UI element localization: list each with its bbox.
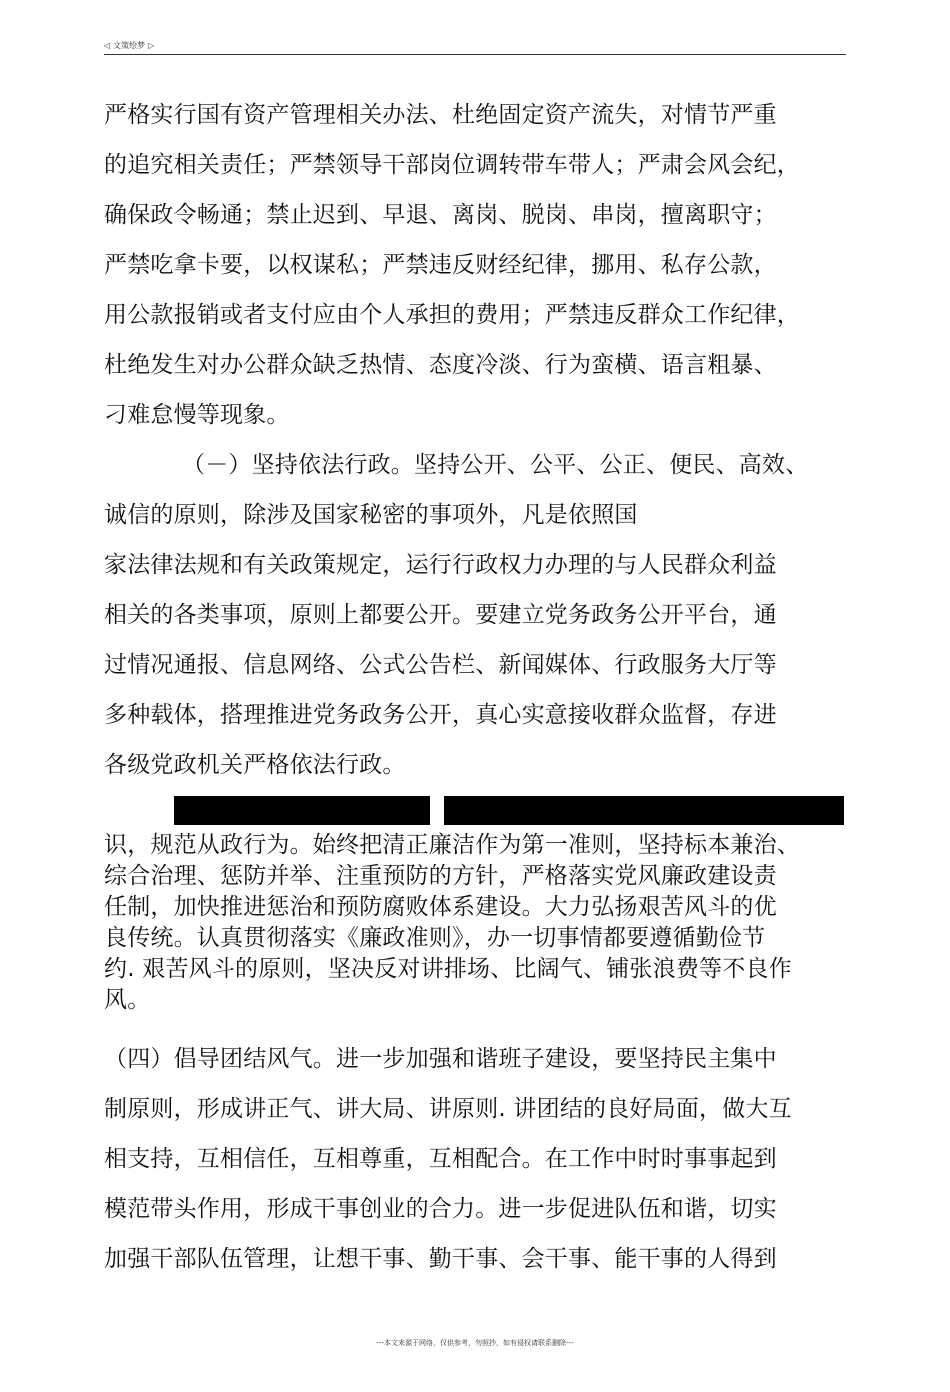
- text-line: 的追究相关责任；严禁领导干部岗位调转带车带人；严肃会风会纪，: [104, 152, 800, 178]
- text-line: 确保政令畅通；禁止迟到、早退、离岗、脱岗、串岗，擅离职守；: [104, 202, 777, 228]
- text-line: 家法律法规和有关政策规定，运行行政权力办理的与人民群众利益: [104, 552, 777, 578]
- redaction-row: [104, 790, 864, 830]
- right-triangle-icon: ▷: [148, 41, 155, 50]
- paragraph-unity: [104, 1034, 864, 1284]
- page-header: [104, 40, 846, 55]
- paragraph-law-administration: [104, 440, 864, 790]
- text-line: 制原则，形成讲正气、讲大局、讲原则. 讲团结的良好局面，做大互: [104, 1096, 792, 1122]
- document-body: [104, 90, 864, 1284]
- page-footer: ---本文来源于网络，仅供参考，勿照抄，如有侵权请联系删除---: [376, 1339, 574, 1347]
- redaction-bar: [174, 796, 430, 825]
- text-line: 良传统。认真贯彻落实《廉政准则》，办一切事情都要遵循勤俭节: [104, 925, 766, 951]
- text-line: 严格实行国有资产管理相关办法、杜绝固定资产流失，对情节严重: [104, 102, 777, 128]
- paragraph-discipline: [104, 90, 864, 440]
- text-line: 约. 艰苦风斗的原则，坚决反对讲排场、比阔气、铺张浪费等不良作: [104, 956, 792, 982]
- text-line: 相支持，互相信任，互相尊重，互相配合。在工作中时时事事起到: [104, 1146, 777, 1172]
- text-line: （－）坚持依法行政。坚持公开、公平、公正、便民、高效、: [182, 452, 809, 478]
- text-line: 诚信的原则，除涉及国家秘密的事项外，凡是依照国: [104, 502, 638, 528]
- text-line: 综合治理、惩防并举、注重预防的方针，严格落实党风廉政建设责: [104, 863, 777, 889]
- text-line: 多种载体，搭理推进党务政务公开，真心实意接收群众监督，存进: [104, 702, 777, 728]
- text-line: （四）倡导团结风气。进一步加强和谐班子建设，要坚持民主集中: [104, 1046, 777, 1072]
- text-line: 任制，加快推进惩治和预防腐败体系建设。大力弘扬艰苦风斗的优: [104, 894, 777, 920]
- text-line: 加强干部队伍管理，让想干事、勤干事、会干事、能干事的人得到: [104, 1246, 777, 1272]
- redaction-bar: [444, 796, 844, 825]
- header-title: 文策绘梦: [113, 41, 146, 50]
- text-line: 刁难怠慢等现象。: [104, 402, 290, 428]
- paragraph-integrity: [104, 830, 864, 1016]
- text-line: 风。: [104, 987, 151, 1013]
- text-line: 各级党政机关严格依法行政。: [104, 752, 406, 778]
- text-line: 杜绝发生对办公群众缺乏热情、态度冷淡、行为蛮横、语言粗暴、: [104, 352, 777, 378]
- text-line: 模范带头作用，形成干事创业的合力。进一步促进队伍和谐，切实: [104, 1196, 777, 1222]
- text-line: 过情况通报、信息网络、公式公告栏、新闻媒体、行政服务大厅等: [104, 652, 777, 678]
- text-line: 用公款报销或者支付应由个人承担的费用；严禁违反群众工作纪律，: [104, 302, 800, 328]
- text-line: 严禁吃拿卡要，以权谋私；严禁违反财经纪律，挪用、私存公款，: [104, 252, 777, 278]
- text-line: 相关的各类事项，原则上都要公开。要建立党务政务公开平台，通: [104, 602, 777, 628]
- left-triangle-icon: ◁: [104, 41, 111, 50]
- text-line: 识，规范从政行为。始终把清正廉洁作为第一准则，坚持标本兼治、: [104, 832, 800, 858]
